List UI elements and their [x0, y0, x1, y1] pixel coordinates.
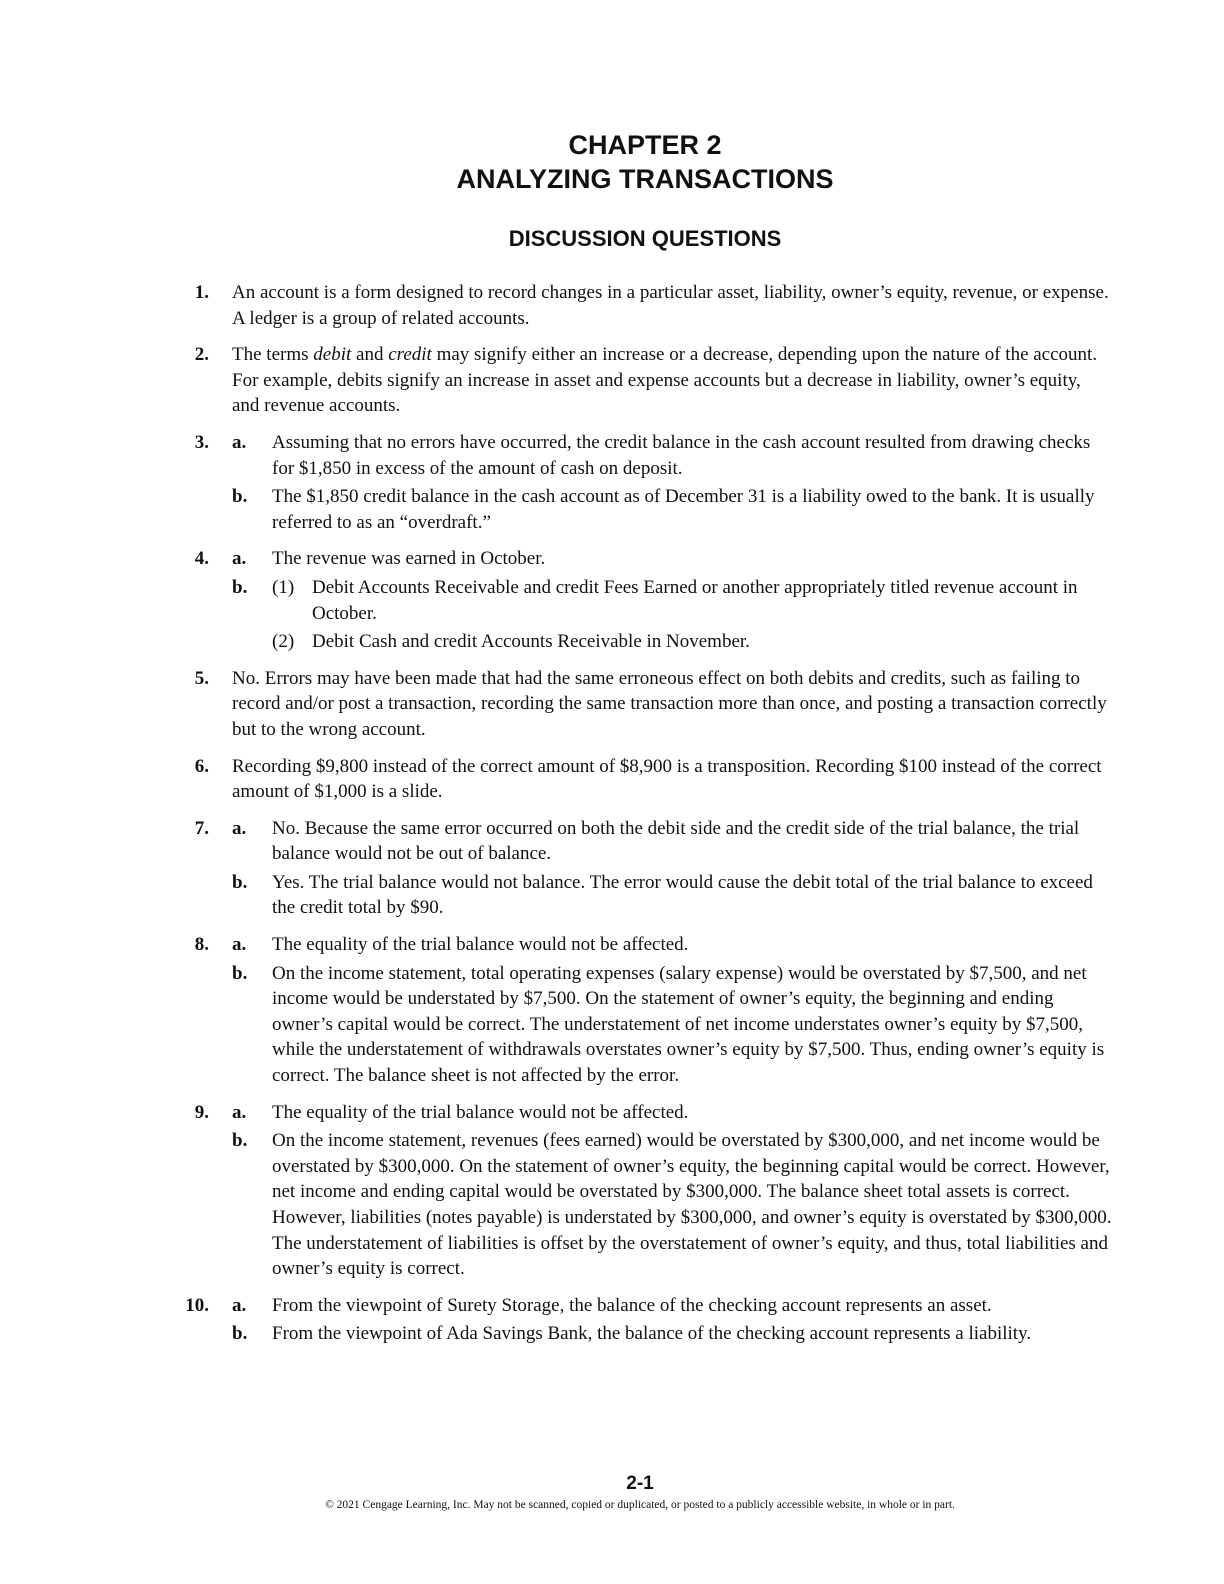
- answer-text: No. Because the same error occurred on both the debit side and the credit side of the trial balance, the trial balance would not be out of balance.: [272, 817, 1080, 865]
- answer-text: Yes. The trial balance would not balance. The error would cause the debit total of the trial balance to exceed the credit total by $90.: [272, 871, 1093, 919]
- question-number: 6.: [194, 755, 209, 777]
- part-label: b.: [232, 962, 248, 984]
- subpart-label: (2): [272, 631, 295, 653]
- chapter-number: CHAPTER 2: [568, 130, 722, 160]
- answer-text: [232, 342, 1112, 419]
- subpart-1: [272, 575, 1112, 626]
- question-5: [182, 666, 1112, 743]
- part-b: [232, 1128, 1112, 1282]
- question-9: [182, 1100, 1112, 1282]
- section-title: DISCUSSION QUESTIONS: [508, 226, 782, 251]
- answer-text: From the viewpoint of Surety Storage, the balance of the checking account represents an asset.: [272, 1294, 992, 1316]
- part-label: a.: [232, 1294, 247, 1316]
- term-credit: credit: [388, 344, 432, 366]
- part-label: a.: [232, 817, 247, 839]
- part-b: [232, 1321, 1112, 1347]
- answer-text: On the income statement, total operating expenses (salary expense) would be overstated by $7,500, and net income would be understated by $7,500. On the statement of owner’s equity, the beginning and ending owner’s capital would be correct. The understatement of net income understates owner’s equity by $7,500, while the understatement of withdrawals overstates owner’s equity by $7,500. Thus, ending owner’s equity is correct. The balance sheet is not affected by the error.: [272, 962, 1105, 1087]
- term-debit: debit: [313, 344, 352, 366]
- part-label: b.: [232, 871, 248, 893]
- part-label: b.: [232, 1130, 248, 1152]
- text-run: and: [351, 344, 389, 366]
- question-number: 5.: [194, 667, 209, 689]
- subpart-2: [272, 629, 1112, 655]
- question-number: 8.: [194, 934, 209, 956]
- text-run: The terms: [232, 344, 314, 366]
- question-number: 4.: [194, 548, 209, 570]
- answer-text: The $1,850 credit balance in the cash account as of December 31 is a liability owed to the bank. It is usually referred to as an “overdraft.”: [272, 486, 1095, 533]
- question-6: [182, 754, 1112, 805]
- text-run: may signify either an increase or a decrease, depending upon the nature of the account. For example, debits signify an increase in asset and expense accounts but a decrease in liability, owner’s equity, and revenue accounts.: [232, 344, 1098, 417]
- question-3: [182, 430, 1112, 535]
- part-label: a.: [232, 1101, 247, 1123]
- answer-text: From the viewpoint of Ada Savings Bank, the balance of the checking account represents a liability.: [272, 1323, 1032, 1345]
- part-a: [232, 1293, 1112, 1319]
- answer-text: No. Errors may have been made that had the same erroneous effect on both debits and credits, such as failing to record and/or post a transaction, recording the same transaction more than once, and posting a transaction correctly but to the wrong account.: [232, 667, 1107, 740]
- part-b: [232, 961, 1112, 1089]
- copyright-notice: © 2021 Cengage Learning, Inc. May not be scanned, copied or duplicated, or posted to a publicly accessible website, in whole or in part.: [325, 1499, 955, 1511]
- part-b: [232, 575, 1112, 655]
- answer-text: The revenue was earned in October.: [272, 548, 546, 570]
- question-7: [182, 816, 1112, 921]
- question-1: [182, 280, 1112, 331]
- answer-text: On the income statement, revenues (fees earned) would be overstated by $300,000, and net income would be overstated by $300,000. On the statement of owner’s equity, the beginning capital would be correct. However, net income and ending capital would be overstated by $300,000. The balance sheet total assets is correct. However, liabilities (notes payable) is understated by $300,000, and owner’s equity is overstated by $300,000. The understatement of liabilities is offset by the overstatement of owner’s equity, and thus, total liabilities and owner’s equity is correct.: [272, 1130, 1112, 1280]
- question-number: 9.: [194, 1101, 209, 1123]
- part-label: a.: [232, 548, 247, 570]
- question-number: 7.: [194, 817, 209, 839]
- answer-text: The equality of the trial balance would not be affected.: [272, 934, 689, 956]
- answer-text: Debit Cash and credit Accounts Receivable in November.: [312, 631, 750, 653]
- part-a: [232, 816, 1112, 867]
- answer-text: Assuming that no errors have occurred, the credit balance in the cash account resulted from drawing checks for $1,850 in excess of the amount of cash on deposit.: [272, 431, 1091, 479]
- question-number: 1.: [194, 282, 209, 303]
- answer-text: The equality of the trial balance would not be affected.: [272, 1101, 689, 1123]
- part-a: [232, 1100, 1112, 1126]
- part-a: [232, 430, 1112, 481]
- part-label: b.: [232, 1323, 248, 1345]
- question-4: [182, 546, 1112, 654]
- chapter-title: ANALYZING TRANSACTIONS: [456, 164, 834, 194]
- page-header: [0, 128, 1224, 253]
- part-b: [232, 870, 1112, 921]
- question-8: [182, 932, 1112, 1089]
- question-number: 10.: [185, 1294, 209, 1316]
- question-number: 3.: [194, 431, 209, 453]
- page-footer: [0, 1472, 1224, 1514]
- part-label: b.: [232, 576, 248, 598]
- answer-text: Debit Accounts Receivable and credit Fees Earned or another appropriately titled revenue account in October.: [312, 576, 1078, 624]
- answer-text: An account is a form designed to record changes in a particular asset, liability, owner’s equity, revenue, or expense. A ledger is a group of related accounts.: [232, 282, 1109, 329]
- part-a: [232, 546, 1112, 572]
- discussion-questions: [182, 280, 1112, 1358]
- question-number: 2.: [194, 344, 209, 366]
- question-10: [182, 1293, 1112, 1347]
- question-2: [182, 342, 1112, 419]
- answer-text: Recording $9,800 instead of the correct amount of $8,900 is a transposition. Recording $100 instead of the correct amount of $1,000 is a slide.: [232, 755, 1102, 803]
- page-number: 2-1: [626, 1473, 654, 1494]
- subpart-label: (1): [272, 576, 295, 598]
- part-a: [232, 932, 1112, 958]
- part-label: a.: [232, 934, 247, 956]
- part-label: a.: [232, 431, 247, 453]
- part-b: [232, 484, 1112, 535]
- part-label: b.: [232, 486, 248, 508]
